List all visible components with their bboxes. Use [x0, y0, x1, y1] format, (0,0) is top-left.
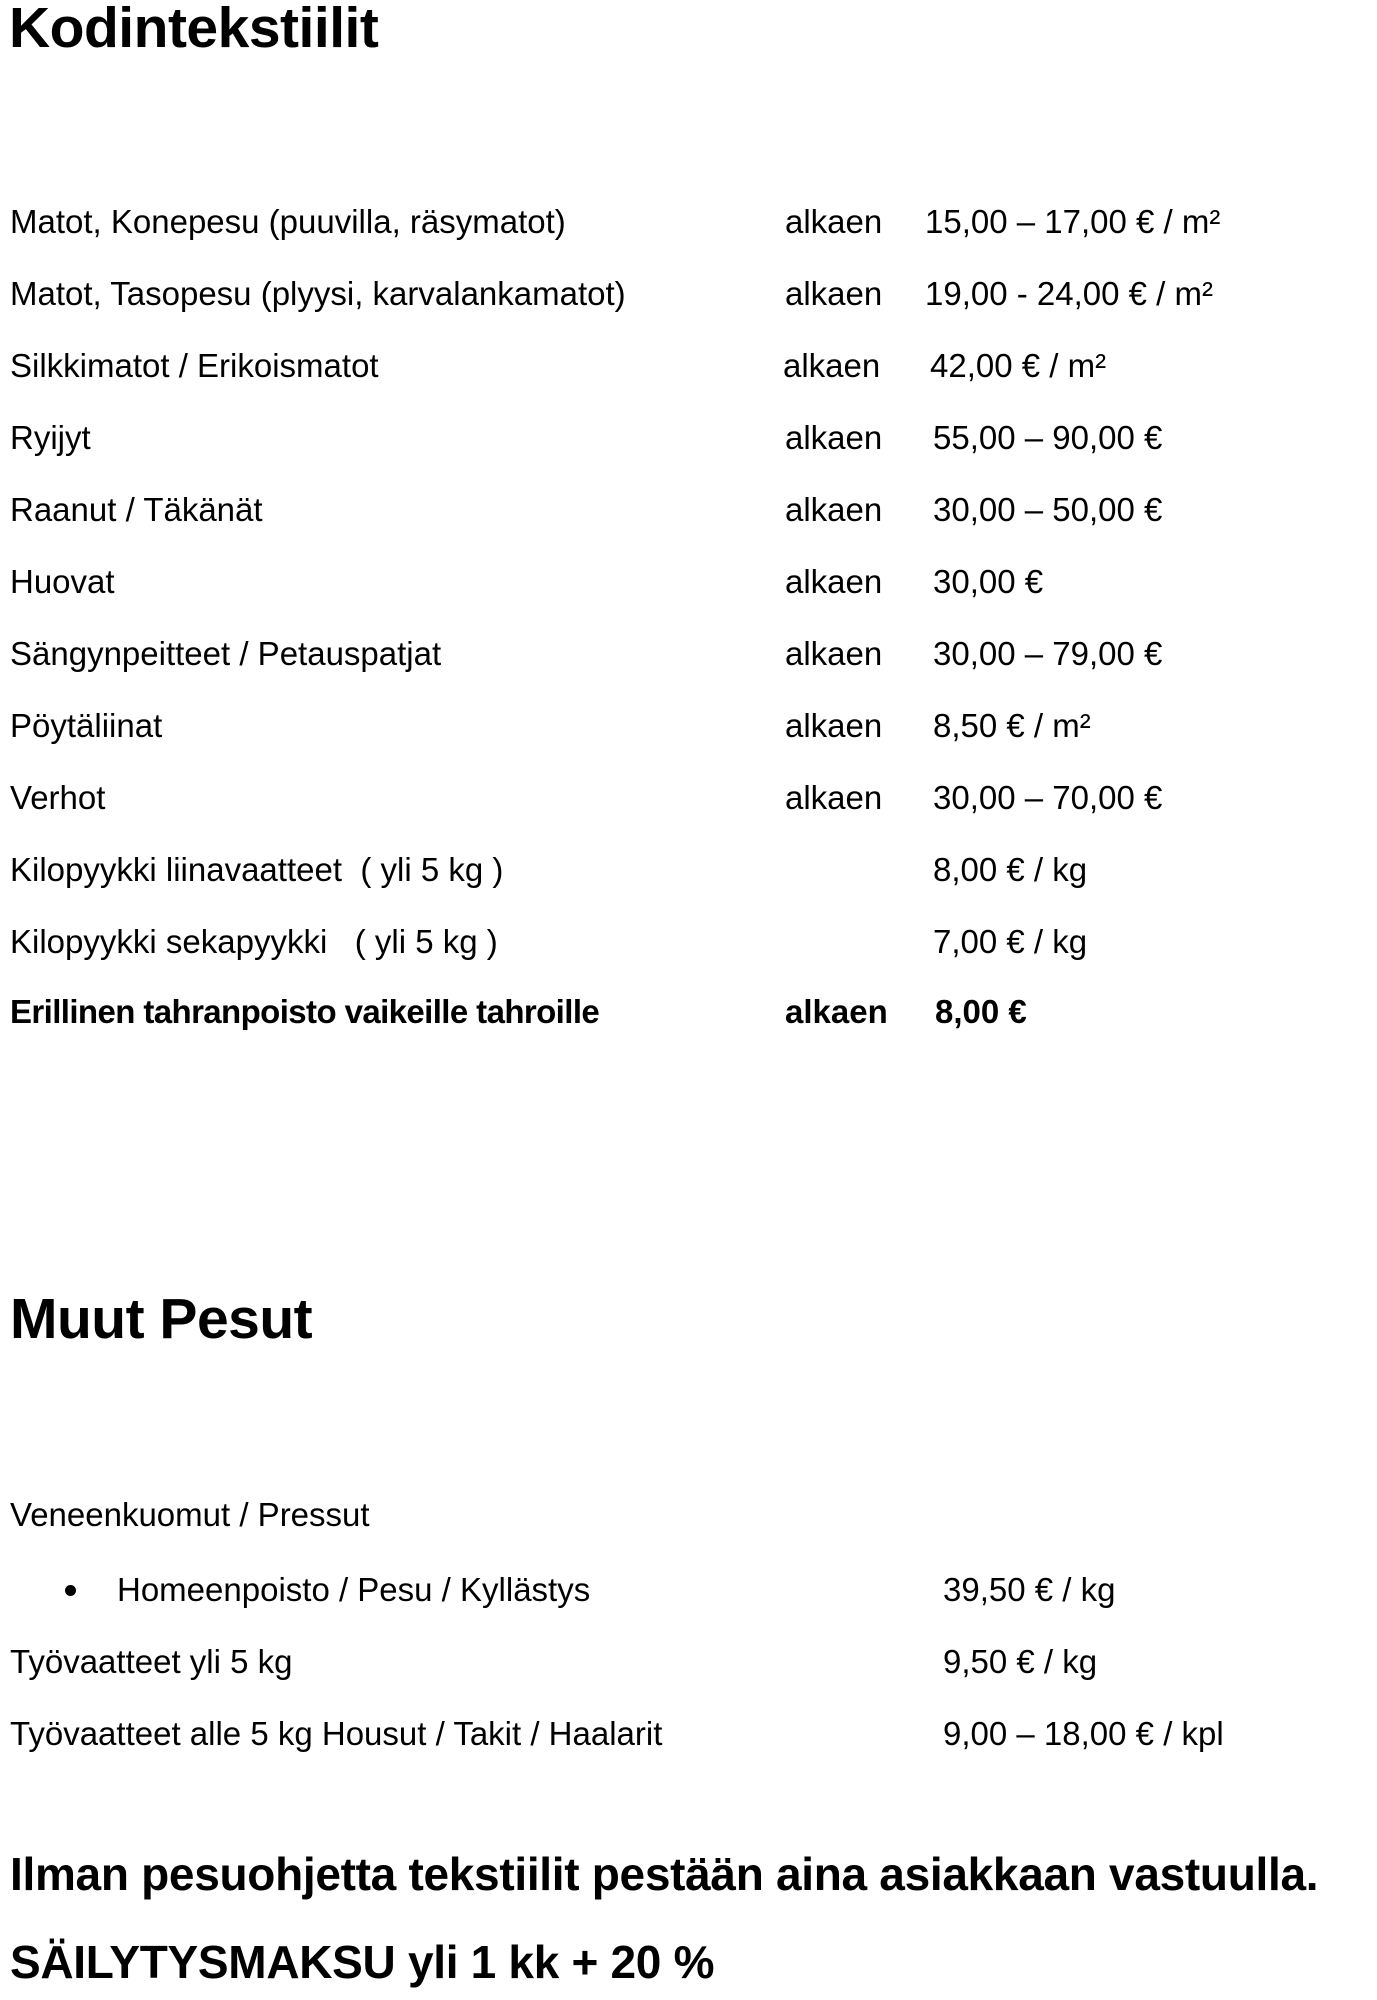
price-value: 8,00 € [935, 993, 1027, 1030]
price-prefix: alkaen [785, 635, 883, 672]
item-name: Huovat [10, 563, 115, 600]
price-value: 9,00 – 18,00 € / kpl [943, 1715, 1224, 1752]
item-name: Työvaatteet alle 5 kg Housut / Takit / Haalarit [10, 1715, 663, 1752]
storage-fee-notice: SÄILYTYSMAKSU yli 1 kk + 20 % [10, 1936, 715, 1988]
item-name: Sängynpeitteet / Petauspatjat [10, 635, 442, 672]
item-name: Kilopyykki liinavaatteet ( yli 5 kg ) [10, 851, 504, 888]
item-name: Silkkimatot / Erikoismatot [10, 347, 379, 384]
item-name: Homeenpoisto / Pesu / Kyllästys [117, 1571, 591, 1608]
item-name: Matot, Tasopesu (plyysi, karvalankamatot) [10, 275, 626, 312]
item-name: Pöytäliinat [10, 707, 163, 744]
price-value: 7,00 € / kg [933, 923, 1088, 960]
price-value: 8,50 € / m² [933, 707, 1091, 744]
price-prefix: alkaen [783, 347, 881, 384]
price-value: 30,00 € [933, 563, 1044, 600]
price-value: 15,00 – 17,00 € / m² [925, 203, 1221, 240]
price-value: 30,00 – 70,00 € [933, 779, 1163, 816]
price-prefix: alkaen [785, 707, 883, 744]
item-name: Työvaatteet yli 5 kg [10, 1643, 293, 1680]
price-prefix: alkaen [785, 275, 883, 312]
section-title-other-washes: Muut Pesut [10, 1287, 313, 1351]
bullet-icon [65, 1585, 76, 1596]
price-value: 9,50 € / kg [943, 1643, 1098, 1680]
item-name: Verhot [10, 779, 106, 816]
price-prefix: alkaen [785, 563, 883, 600]
washing-instructions-notice: Ilman pesuohjetta tekstiilit pestään aina asiakkaan vastuulla. [10, 1848, 1319, 1900]
item-name: Ryijyt [10, 419, 91, 456]
item-name: Raanut / Täkänät [10, 491, 263, 528]
section-title-home-textiles: Kodintekstiilit [9, 0, 379, 60]
price-value: 42,00 € / m² [930, 347, 1107, 384]
subheading: Veneenkuomut / Pressut [10, 1496, 370, 1533]
price-value: 30,00 – 79,00 € [933, 635, 1163, 672]
item-name: Matot, Konepesu (puuvilla, räsymatot) [10, 203, 566, 240]
price-value: 39,50 € / kg [943, 1571, 1116, 1608]
price-prefix: alkaen [785, 203, 883, 240]
price-prefix: alkaen [785, 993, 888, 1030]
price-prefix: alkaen [785, 491, 883, 528]
item-name: Kilopyykki sekapyykki ( yli 5 kg ) [10, 923, 498, 960]
price-value: 30,00 – 50,00 € [933, 491, 1163, 528]
price-prefix: alkaen [785, 419, 883, 456]
price-value: 55,00 – 90,00 € [933, 419, 1163, 456]
item-name: Erillinen tahranpoisto vaikeille tahroille [10, 993, 600, 1030]
price-value: 19,00 - 24,00 € / m² [925, 275, 1213, 312]
price-value: 8,00 € / kg [933, 851, 1088, 888]
price-prefix: alkaen [785, 779, 883, 816]
